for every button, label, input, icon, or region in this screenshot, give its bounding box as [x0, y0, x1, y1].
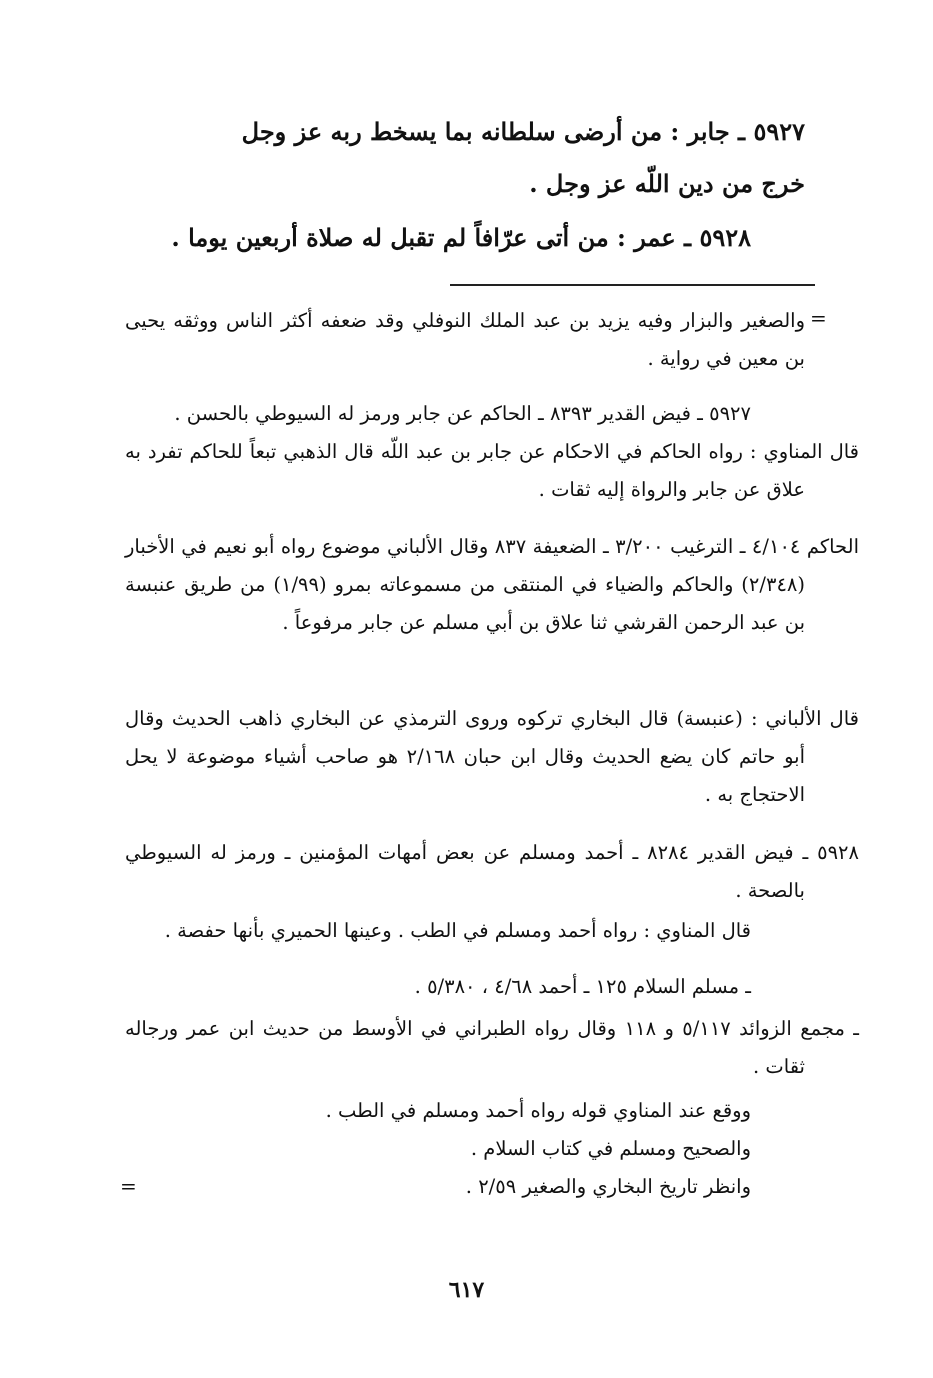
footnote-5928-remark-3: وانظر تاريخ البخاري والصغير ٢/٥٩ . — [465, 1175, 751, 1198]
footnote-5928-muslim: ـ مسلم السلام ١٢٥ ـ أحمد ٤/٦٨ ، ٥/٣٨٠ . — [414, 975, 751, 998]
page-number: ٦١٧ — [448, 1277, 485, 1303]
footnote-5927-anbasa: قال الألباني : (عنبسة) قال البخاري تركوه وروى الترمذي عن البخاري ذاهب الحديث وقال أبو حاتم كان يضع الحديث وقال ابن حبان ٢/١٦٨ هو صاحب أشياء موضوعة لا يحل الاحتجاج به . — [125, 707, 859, 806]
footnote-5927-munawi: قال المناوي : رواه الحاكم في الاحكام عن جابر بن عبد اللّه قال الذهبي تبعاً للحاكم تفرد به علاق عن جابر والرواة إليه ثقات . — [125, 440, 859, 501]
footnote-5927-source: ٥٩٢٧ ـ فيض القدير ٨٣٩٣ ـ الحاكم عن جابر ورمز له السيوطي بالحسن . — [174, 402, 751, 425]
footnote-continuation: والصغير والبزار وفيه يزيد بن عبد الملك النوفلي وقد ضعفه أكثر الناس ووثقه يحيى بن معين في رواية . — [125, 309, 805, 370]
footnote-separator — [450, 284, 815, 286]
footnote-5927-albani: الحاكم ٤/١٠٤ ـ الترغيب ٣/٢٠٠ ـ الضعيفة ٨٣٧ وقال الألباني موضوع رواه أبو نعيم في الأخبار (٢/٣٤٨) والحاكم والضياء في المنتقى من مسموعاته بمرو (١/٩٩) من طريق عنبسة بن عبد الرحمن القرشي ثنا علاق بن أبي مسلم عن جابر مرفوعاً . — [125, 535, 859, 634]
hadith-5927-line-2: خرج من دين اللّه عز وجل . — [529, 169, 805, 198]
end-marker: = — [120, 1174, 137, 1198]
continuation-marker: = — [810, 306, 827, 330]
hadith-5927 — [125, 106, 805, 210]
footnote-5928-source: ٥٩٢٨ ـ فيض القدير ٨٢٨٤ ـ أحمد ومسلم عن بعض أمهات المؤمنين ـ ورمز له السيوطي بالصحة . — [125, 841, 859, 902]
footnote-5928-munawi: قال المناوي : رواه أحمد ومسلم في الطب . وعينها الحميري بأنها حفصة . — [164, 919, 751, 942]
footnote-5928-remark-2: والصحيح ومسلم في كتاب السلام . — [470, 1137, 751, 1160]
hadith-5927-line-1: ٥٩٢٧ ـ جابر : من أرضى سلطانه بما يسخط ربه عز وجل — [241, 117, 805, 146]
hadith-5928: ٥٩٢٨ ـ عمر : من أتى عرّافاً لم تقبل له صلاة أربعين يوما . — [171, 223, 751, 252]
footnote-5928-majma: ـ مجمع الزوائد ٥/١١٧ و ١١٨ وقال رواه الطبراني في الأوسط من حديث ابن عمر ورجاله ثقات . — [125, 1017, 860, 1078]
footnote-5928-remark-1: ووقع عند المناوي قوله رواه أحمد ومسلم في الطب . — [325, 1099, 751, 1122]
